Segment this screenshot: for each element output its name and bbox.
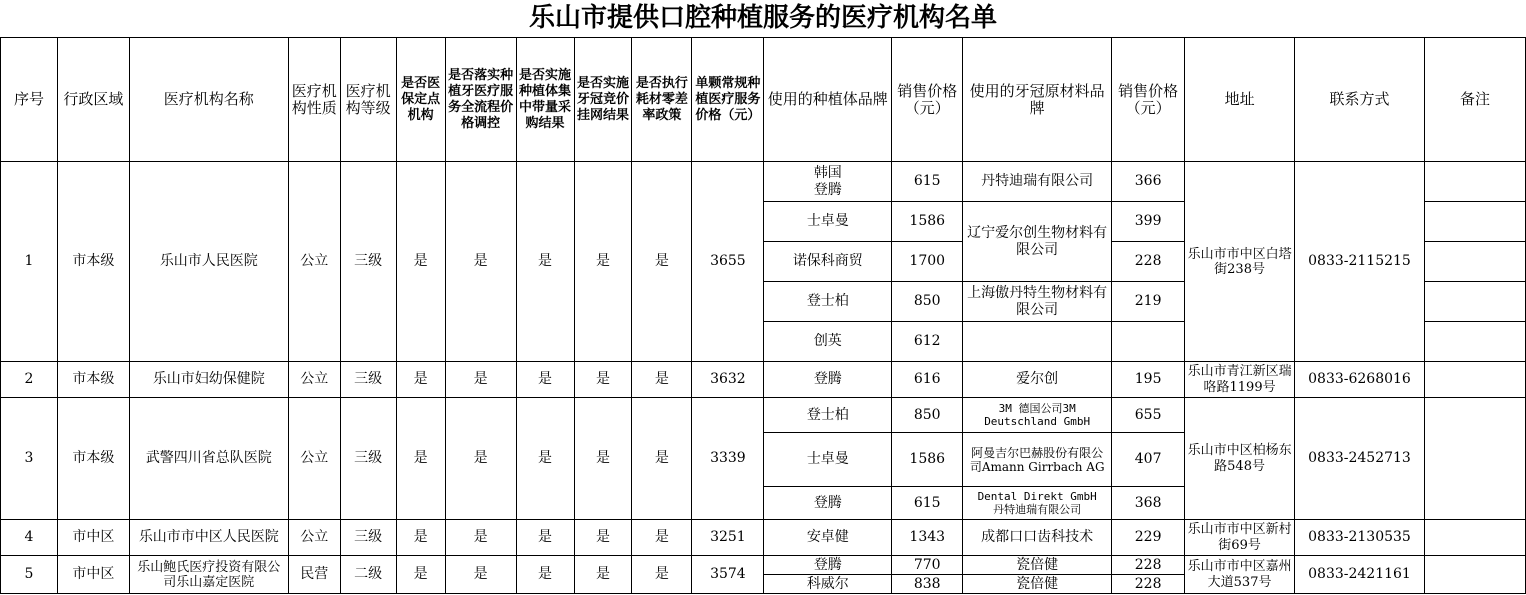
cell-contact: 0833-2421161 — [1295, 556, 1425, 594]
cell-name: 武警四川省总队医院 — [129, 398, 288, 520]
table-row — [1, 362, 1526, 398]
cell-contact: 0833-2130535 — [1295, 520, 1425, 556]
cell-seq: 5 — [1, 556, 58, 594]
cell-remark — [1424, 520, 1525, 556]
cell-collective: 是 — [516, 362, 574, 398]
table-row — [1, 520, 1526, 556]
cell-implant-price: 1586 — [892, 202, 963, 242]
cell-crown: 是 — [574, 162, 632, 362]
cell-crown-price: 195 — [1112, 362, 1185, 398]
cell-implant-brand: 登士柏 — [764, 282, 892, 322]
cell-address: 乐山市市中区新村街69号 — [1185, 520, 1295, 556]
table-row — [1, 398, 1526, 433]
cell-implant-brand: 登士柏 — [764, 398, 892, 433]
cell-crown-price: 229 — [1112, 520, 1185, 556]
cell-implant-price: 615 — [892, 487, 963, 520]
cell-insurance: 是 — [396, 162, 445, 362]
cell-collective: 是 — [516, 520, 574, 556]
cell-crown-price: 399 — [1112, 202, 1185, 242]
cell-price-control: 是 — [445, 162, 516, 362]
cell-implant-price: 616 — [892, 362, 963, 398]
cell-crown-brand: Dental Direkt GmbH 丹特迪瑞有限公司 — [963, 487, 1112, 520]
header-implant-brand: 使用的种植体品牌 — [764, 38, 892, 162]
header-row — [1, 38, 1526, 162]
cell-implant-price: 850 — [892, 398, 963, 433]
cell-address: 乐山市青江新区瑞咯路1199号 — [1185, 362, 1295, 398]
cell-contact: 0833-6268016 — [1295, 362, 1425, 398]
cell-name: 乐山鲍氏医疗投资有限公司乐山嘉定医院 — [129, 556, 288, 594]
cell-implant-price: 1700 — [892, 242, 963, 282]
cell-insurance: 是 — [396, 398, 445, 520]
table-row — [1, 162, 1526, 202]
cell-remark — [1424, 202, 1525, 242]
header-crown-price: 销售价格（元） — [1112, 38, 1185, 162]
header-insurance: 是否医保定点机构 — [396, 38, 445, 162]
cell-implant-brand: 科威尔 — [764, 575, 892, 594]
cell-region: 市本级 — [57, 162, 129, 362]
cell-remark — [1424, 162, 1525, 202]
cell-implant-brand: 士卓曼 — [764, 433, 892, 487]
cell-insurance: 是 — [396, 556, 445, 594]
cell-crown-brand: 瓷倍健 — [963, 556, 1112, 575]
cell-crown-price: 407 — [1112, 433, 1185, 487]
cell-price-control: 是 — [445, 398, 516, 520]
cell-crown-brand: 瓷倍健 — [963, 575, 1112, 594]
cell-remark — [1424, 282, 1525, 322]
header-collective: 是否实施种植体集中带量采购结果 — [516, 38, 574, 162]
cell-crown-price: 368 — [1112, 487, 1185, 520]
cell-nature: 公立 — [288, 362, 340, 398]
cell-implant-brand: 士卓曼 — [764, 202, 892, 242]
cell-implant-brand: 创英 — [764, 322, 892, 362]
cell-crown-brand: 3M 德国公司3M Deutschland GmbH — [963, 398, 1112, 433]
cell-nature: 公立 — [288, 398, 340, 520]
cell-address: 乐山市中区柏杨东路548号 — [1185, 398, 1295, 520]
cell-level: 二级 — [340, 556, 396, 594]
cell-zero: 是 — [632, 398, 692, 520]
cell-implant-brand: 诺保科商贸 — [764, 242, 892, 282]
cell-insurance: 是 — [396, 520, 445, 556]
cell-crown-brand: 辽宁爱尔创生物材料有限公司 — [963, 202, 1112, 282]
institution-table — [0, 37, 1526, 594]
cell-remark — [1424, 322, 1525, 362]
cell-nature: 民营 — [288, 556, 340, 594]
cell-level: 三级 — [340, 162, 396, 362]
cell-zero: 是 — [632, 520, 692, 556]
cell-service-price: 3655 — [692, 162, 764, 362]
cell-crown: 是 — [574, 556, 632, 594]
cell-collective: 是 — [516, 162, 574, 362]
cell-crown-brand: 上海傲丹特生物材料有限公司 — [963, 282, 1112, 322]
cell-implant-price: 850 — [892, 282, 963, 322]
header-price-control: 是否落实种植牙医疗服务全流程价格调控 — [445, 38, 516, 162]
cell-seq: 1 — [1, 162, 58, 362]
cell-region: 市中区 — [57, 520, 129, 556]
header-level: 医疗机构等级 — [340, 38, 396, 162]
cell-crown-brand: 丹特迪瑞有限公司 — [963, 162, 1112, 202]
cell-collective: 是 — [516, 398, 574, 520]
cell-remark — [1424, 362, 1525, 398]
cell-zero: 是 — [632, 162, 692, 362]
cell-price-control: 是 — [445, 520, 516, 556]
cell-remark — [1424, 242, 1525, 282]
cell-crown-price: 228 — [1112, 556, 1185, 575]
cell-zero: 是 — [632, 362, 692, 398]
cell-nature: 公立 — [288, 520, 340, 556]
cell-level: 三级 — [340, 520, 396, 556]
cell-address: 乐山市市中区嘉州大道537号 — [1185, 556, 1295, 594]
cell-crown: 是 — [574, 362, 632, 398]
cell-service-price: 3574 — [692, 556, 764, 594]
cell-region: 市本级 — [57, 398, 129, 520]
cell-service-price: 3339 — [692, 398, 764, 520]
table-row — [1, 556, 1526, 575]
header-address: 地址 — [1185, 38, 1295, 162]
cell-region: 市本级 — [57, 362, 129, 398]
page-title: 乐山市提供口腔种植服务的医疗机构名单 — [528, 3, 997, 33]
cell-implant-brand: 登腾 — [764, 556, 892, 575]
cell-price-control: 是 — [445, 556, 516, 594]
cell-implant-price: 1343 — [892, 520, 963, 556]
cell-implant-brand: 韩国 登腾 — [764, 162, 892, 202]
cell-level: 三级 — [340, 362, 396, 398]
cell-crown-price: 228 — [1112, 575, 1185, 594]
cell-implant-brand: 安卓健 — [764, 520, 892, 556]
cell-name: 乐山市市中区人民医院 — [129, 520, 288, 556]
cell-implant-price: 615 — [892, 162, 963, 202]
header-remark: 备注 — [1424, 38, 1525, 162]
cell-crown-price: 655 — [1112, 398, 1185, 433]
cell-implant-brand: 登腾 — [764, 362, 892, 398]
cell-seq: 2 — [1, 362, 58, 398]
header-contact: 联系方式 — [1295, 38, 1425, 162]
header-seq: 序号 — [1, 38, 58, 162]
cell-crown-price: 219 — [1112, 282, 1185, 322]
cell-name: 乐山市妇幼保健院 — [129, 362, 288, 398]
cell-name: 乐山市人民医院 — [129, 162, 288, 362]
cell-remark — [1424, 398, 1525, 520]
cell-implant-price: 1586 — [892, 433, 963, 487]
header-crown-brand: 使用的牙冠原材料品牌 — [963, 38, 1112, 162]
cell-collective: 是 — [516, 556, 574, 594]
cell-seq: 4 — [1, 520, 58, 556]
cell-contact: 0833-2452713 — [1295, 398, 1425, 520]
cell-crown-price — [1112, 322, 1185, 362]
cell-region: 市中区 — [57, 556, 129, 594]
cell-remark — [1424, 556, 1525, 594]
header-zero: 是否执行耗材零差率政策 — [632, 38, 692, 162]
cell-crown-brand: 爱尔创 — [963, 362, 1112, 398]
cell-implant-price: 612 — [892, 322, 963, 362]
cell-insurance: 是 — [396, 362, 445, 398]
header-nature: 医疗机构性质 — [288, 38, 340, 162]
header-service-price: 单颗常规种植医疗服务价格（元） — [692, 38, 764, 162]
cell-crown: 是 — [574, 398, 632, 520]
cell-price-control: 是 — [445, 362, 516, 398]
header-region: 行政区域 — [57, 38, 129, 162]
cell-service-price: 3251 — [692, 520, 764, 556]
header-implant-price: 销售价格（元） — [892, 38, 963, 162]
cell-implant-price: 770 — [892, 556, 963, 575]
cell-implant-brand: 登腾 — [764, 487, 892, 520]
cell-crown-price: 228 — [1112, 242, 1185, 282]
cell-service-price: 3632 — [692, 362, 764, 398]
cell-crown-brand: 阿曼吉尔巴赫股份有限公司Amann Girrbach AG — [963, 433, 1112, 487]
header-name: 医疗机构名称 — [129, 38, 288, 162]
header-crown: 是否实施牙冠竞价挂网结果 — [574, 38, 632, 162]
cell-level: 三级 — [340, 398, 396, 520]
cell-zero: 是 — [632, 556, 692, 594]
cell-seq: 3 — [1, 398, 58, 520]
cell-address: 乐山市市中区白塔街238号 — [1185, 162, 1295, 362]
cell-nature: 公立 — [288, 162, 340, 362]
cell-crown-price: 366 — [1112, 162, 1185, 202]
cell-crown-brand: 成都口口齿科技术 — [963, 520, 1112, 556]
cell-implant-price: 838 — [892, 575, 963, 594]
cell-contact: 0833-2115215 — [1295, 162, 1425, 362]
cell-crown-brand — [963, 322, 1112, 362]
cell-crown: 是 — [574, 520, 632, 556]
